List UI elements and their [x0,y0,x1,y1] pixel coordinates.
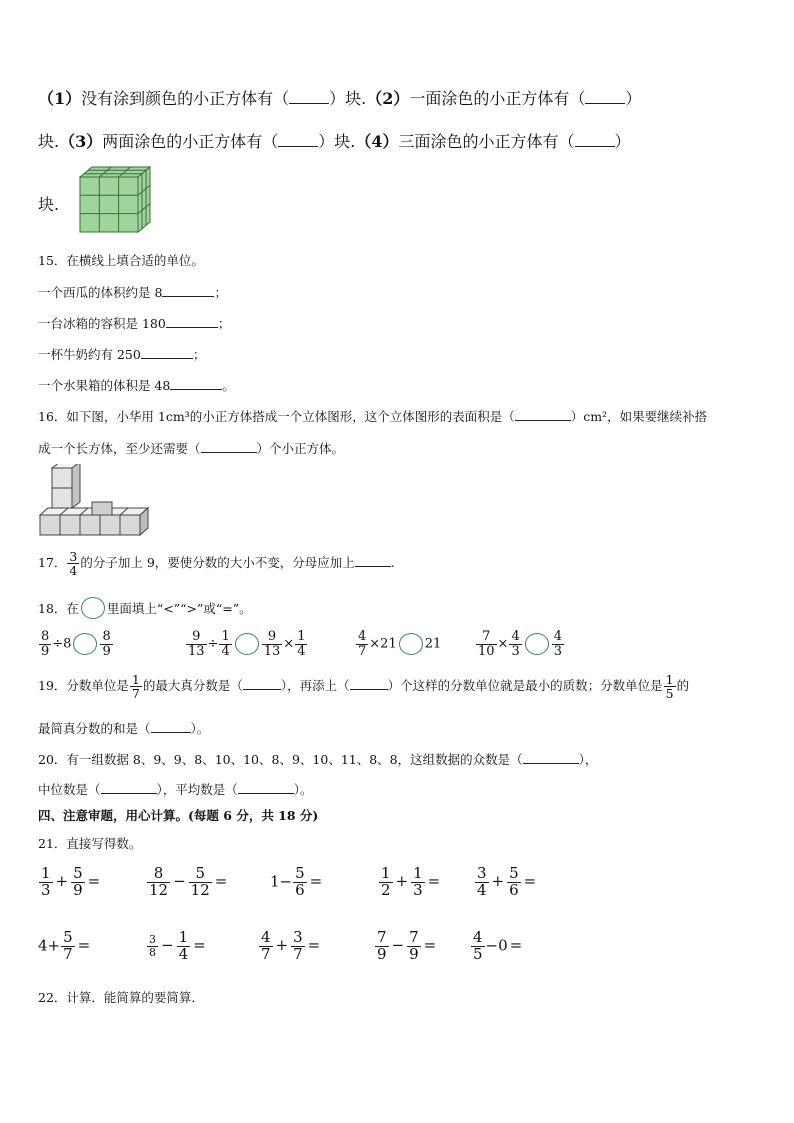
answer-blank[interactable] [278,130,318,147]
q20-line2: 中位数是（ ），平均数是（ ）。 [38,782,313,797]
q14-line3: 块. [38,195,60,214]
q15-title: 15．在横线上填合适的单位。 [38,253,204,268]
compare-circle [81,597,105,619]
compare-circle[interactable] [399,633,423,655]
answer-blank[interactable] [243,677,281,691]
fraction: $\frac{3}{4}$ [69,549,78,579]
answer-blank[interactable] [141,346,193,360]
compare-circle[interactable] [73,633,97,655]
compare-circle[interactable] [525,633,549,655]
q18-expr-3: $\frac{4}{7}$ ×21 21 [358,629,442,659]
answer-blank[interactable] [166,315,218,329]
answer-blank[interactable] [350,677,388,691]
answer-blank[interactable] [201,440,257,454]
q14-line1: （1）没有涂到颜色的小正方体有（ ）块.（2）一面涂色的小正方体有（ ） [38,89,642,108]
q21-expr-8: $\frac{4}{7}$ + $\frac{3}{7}$ = [261,928,321,963]
painted-cube-figure [74,165,154,235]
compare-circle[interactable] [235,633,259,655]
q21-expr-10: $\frac{4}{5}$ −0 = [473,928,523,963]
answer-blank[interactable] [162,284,214,298]
q18-expr-4: $\frac{7}{10}$ × $\frac{4}{3}$ $\frac{4}{3}$ [478,629,563,659]
answer-blank[interactable] [289,87,329,104]
q15-item-1: 一个西瓜的体积约是 8 ； [38,285,227,300]
q21-expr-9: $\frac{7}{9}$ − $\frac{7}{9}$ = [377,928,437,963]
answer-blank[interactable] [151,720,191,734]
q22-title: 22．计算．能简算的要简算． [38,990,204,1005]
q21-expr-6: 4+ $\frac{5}{7}$ = [38,928,91,963]
q16-line1: 16．如下图，小华用 1cm³的小正方体搭成一个立体图形，这个立体图形的表面积是（ ）cm²，如果要继续补搭 [38,409,708,424]
answer-blank[interactable] [585,87,625,104]
cube-structure-figure [38,464,160,538]
q21-expr-5: $\frac{3}{4}$ + $\frac{5}{6}$ = [477,864,537,899]
answer-blank[interactable] [101,781,157,795]
q16-line2: 成一个长方体，至少还需要（ ）个小正方体。 [38,441,345,456]
answer-blank[interactable] [170,377,222,391]
section-heading: 四、注意审题，用心计算。(每题 6 分，共 18 分) [38,808,319,823]
q17-line: 17． $\frac{3}{4}$ 的分子加上 9，要使分数的大小不变，分母应加上 . [38,549,395,579]
answer-blank[interactable] [355,554,391,568]
answer-blank[interactable] [238,781,294,795]
answer-blank[interactable] [515,408,571,422]
q15-item-2: 一台冰箱的容积是 180 ； [38,316,231,331]
q21-expr-7: $\frac{3}{8}$ − $\frac{1}{4}$ = [149,928,206,963]
q15-item-3: 一杯牛奶约有 250 ； [38,347,206,362]
q21-title: 21．直接写得数。 [38,836,142,851]
q21-expr-4: $\frac{1}{2}$ + $\frac{1}{3}$ = [381,864,441,899]
q18-title: 18．在 里面填上“<”“>”或“=”。 [38,597,252,619]
answer-blank[interactable] [523,751,579,765]
q21-expr-1: $\frac{1}{3}$ + $\frac{5}{9}$ = [41,864,101,899]
q18-expr-2: $\frac{9}{13}$ ÷ $\frac{1}{4}$ $\frac{9}{13}$ × $\frac{1}{4}$ [188,629,306,659]
q21-expr-3: 1− $\frac{5}{6}$ = [270,864,323,899]
q19-line1: 19．分数单位是 $\frac{1}{7}$ 的最大真分数是（ ），再添上（ ）个这样的分数单位就是最小的质数；分数单位是 $\frac{1}{5}$ 的 [38,672,690,702]
q18-expr-1: $\frac{8}{9}$ ÷8 $\frac{8}{9}$ [41,629,111,659]
q21-expr-2: $\frac{8}{12}$ − $\frac{5}{12}$ = [149,864,228,899]
q14-line2: 块.（3）两面涂色的小正方体有（ ）块.（4）三面涂色的小正方体有（ ） [38,132,631,151]
answer-blank[interactable] [575,130,615,147]
q19-line2: 最简真分数的和是（ ）。 [38,721,210,736]
q15-item-4: 一个水果箱的体积是 48 。 [38,378,235,393]
q20-line1: 20．有一组数据 8、9、9、8、10、10、8、9、10、11、8、8，这组数据的众数是（ ）， [38,752,598,767]
